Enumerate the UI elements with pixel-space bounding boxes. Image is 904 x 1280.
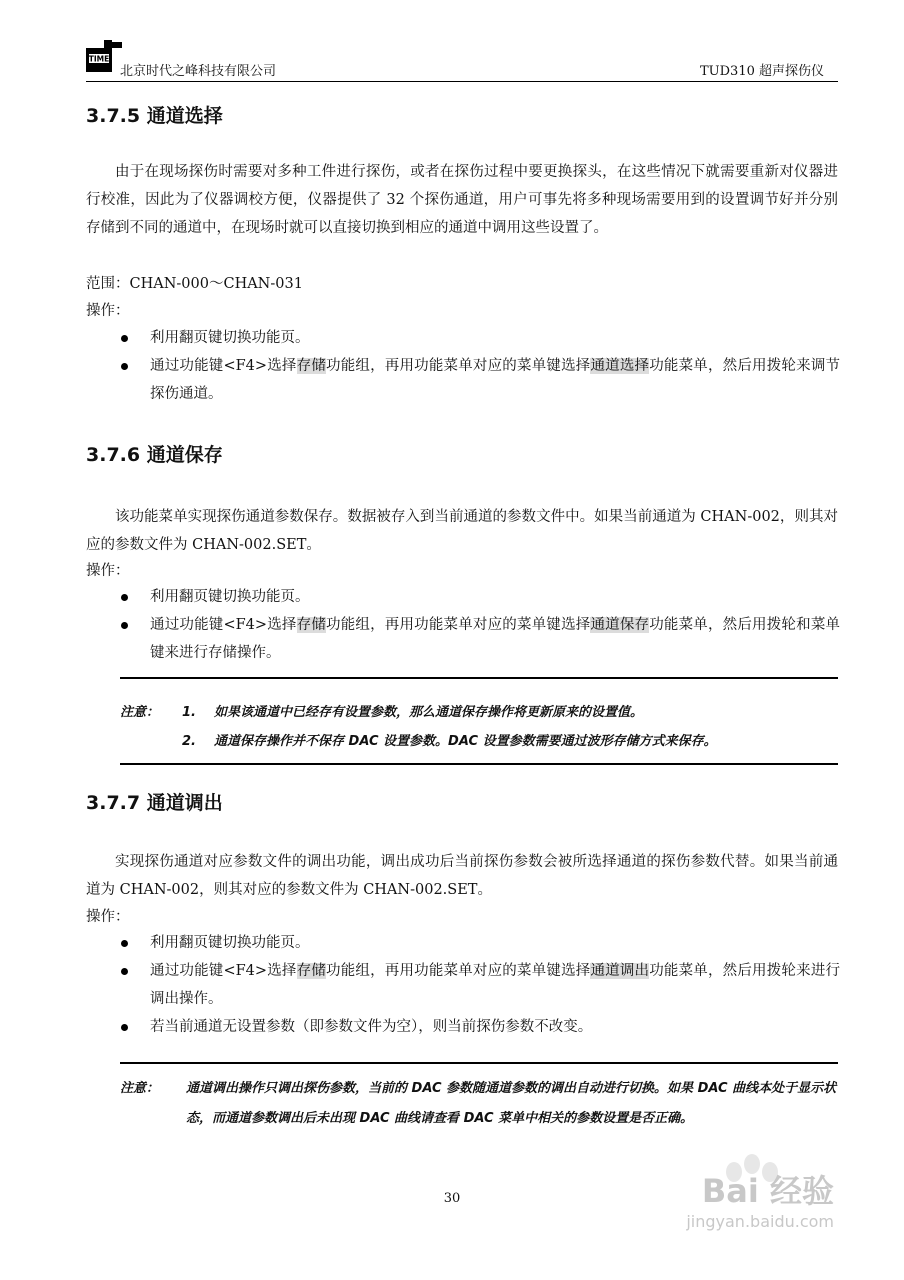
section-375-heading: 3.7.5 通道选择 bbox=[86, 105, 223, 127]
section-377-step-1: 利用翻页键切换功能页。 bbox=[150, 935, 310, 951]
highlight-storage: 存储 bbox=[296, 963, 327, 979]
note-item-1: 如果该通道中已经存有设置参数，那么通道保存操作将更新原来的设置值。 bbox=[214, 705, 644, 720]
bullet-dot bbox=[118, 591, 130, 603]
bullet-dot bbox=[118, 1021, 130, 1033]
note-item-2: 通道保存操作并不保存 DAC 设置参数。DAC 设置参数需要通过波形存储方式来保存。 bbox=[214, 734, 717, 749]
bullet-dot bbox=[118, 332, 130, 344]
section-377-operation-label: 操作： bbox=[86, 909, 130, 925]
section-377-step-2: 通过功能键<F4>选择存储功能组，再用功能菜单对应的菜单键选择通道调出功能菜单，然后用拨轮来进行调出操作。 bbox=[150, 963, 841, 1007]
note-text: 通道调出操作只调出探伤参数，当前的 DAC 参数随通道参数的调出自动进行切换。如果 DAC 曲线本处于显示状态，而通道参数调出后未出现 DAC 曲线请查看 DAC 菜单中相关的参数设置是否正确。 bbox=[186, 1081, 837, 1126]
section-376-step-2: 通过功能键<F4>选择存储功能组，再用功能菜单对应的菜单键选择通道保存功能菜单，然后用拨轮和菜单键来进行存储操作。 bbox=[150, 617, 841, 661]
product-name: TUD310 超声探伤仪 bbox=[700, 64, 824, 79]
note-bottom-rule bbox=[120, 763, 838, 765]
note-top-rule bbox=[120, 1062, 838, 1064]
section-377-step-3: 若当前通道无设置参数（即参数文件为空），则当前探伤参数不改变。 bbox=[150, 1019, 593, 1035]
page-number: 30 bbox=[443, 1191, 461, 1206]
bullet-dot bbox=[118, 937, 130, 949]
logo-text: TIME bbox=[88, 54, 110, 64]
highlight-storage: 存储 bbox=[296, 358, 327, 374]
highlight-storage: 存储 bbox=[296, 617, 327, 633]
note-label: 注意： bbox=[120, 1081, 160, 1096]
section-376-heading: 3.7.6 通道保存 bbox=[86, 444, 223, 466]
section-375-range: 范围：CHAN-000～CHAN-031 bbox=[86, 276, 303, 292]
section-376-operation-label: 操作： bbox=[86, 563, 130, 579]
header-divider bbox=[86, 81, 838, 82]
highlight-channel-save: 通道保存 bbox=[590, 617, 650, 633]
bullet-dot bbox=[118, 360, 130, 372]
section-375-step-1: 利用翻页键切换功能页。 bbox=[150, 330, 310, 346]
section-377-paragraph: 实现探伤通道对应参数文件的调出功能，调出成功后当前探伤参数会被所选择通道的探伤参数代替。如果当前通道为 CHAN-002，则其对应的参数文件为 CHAN-002.SET。 bbox=[86, 854, 838, 898]
section-377-heading: 3.7.7 通道调出 bbox=[86, 792, 223, 814]
watermark-logo: Bai 经验 bbox=[701, 1172, 834, 1210]
note-label: 注意： bbox=[120, 705, 160, 720]
bullet-dot bbox=[118, 619, 130, 631]
company-name: 北京时代之峰科技有限公司 bbox=[120, 64, 277, 79]
bullet-dot bbox=[118, 965, 130, 977]
section-375-operation-label: 操作： bbox=[86, 303, 130, 319]
note-top-rule bbox=[120, 677, 838, 679]
highlight-channel-recall: 通道调出 bbox=[590, 963, 650, 979]
note-item-1-number: 1. bbox=[182, 705, 196, 720]
section-375-paragraph: 由于在现场探伤时需要对多种工件进行探伤，或者在探伤过程中要更换探头，在这些情况下就需要重新对仪器进行校准，因此为了仪器调校方便，仪器提供了 32 个探伤通道，用户可事先将多种现场需要用到的设置调节好并分别存储到不同的通道中，在现场时就可以直接切换到相应的通道中调用这些设置了。 bbox=[86, 164, 838, 236]
highlight-channel-select: 通道选择 bbox=[590, 358, 650, 374]
section-376-paragraph: 该功能菜单实现探伤通道参数保存。数据被存入到当前通道的参数文件中。如果当前通道为 CHAN-002，则其对应的参数文件为 CHAN-002.SET。 bbox=[86, 509, 838, 553]
section-375-step-2: 通过功能键<F4>选择存储功能组，再用功能菜单对应的菜单键选择通道选择功能菜单，然后用拨轮来调节探伤通道。 bbox=[150, 358, 841, 402]
watermark-url: jingyan.baidu.com bbox=[686, 1212, 834, 1231]
section-376-step-1: 利用翻页键切换功能页。 bbox=[150, 589, 310, 605]
note-item-2-number: 2. bbox=[182, 734, 196, 749]
company-logo bbox=[86, 40, 124, 74]
